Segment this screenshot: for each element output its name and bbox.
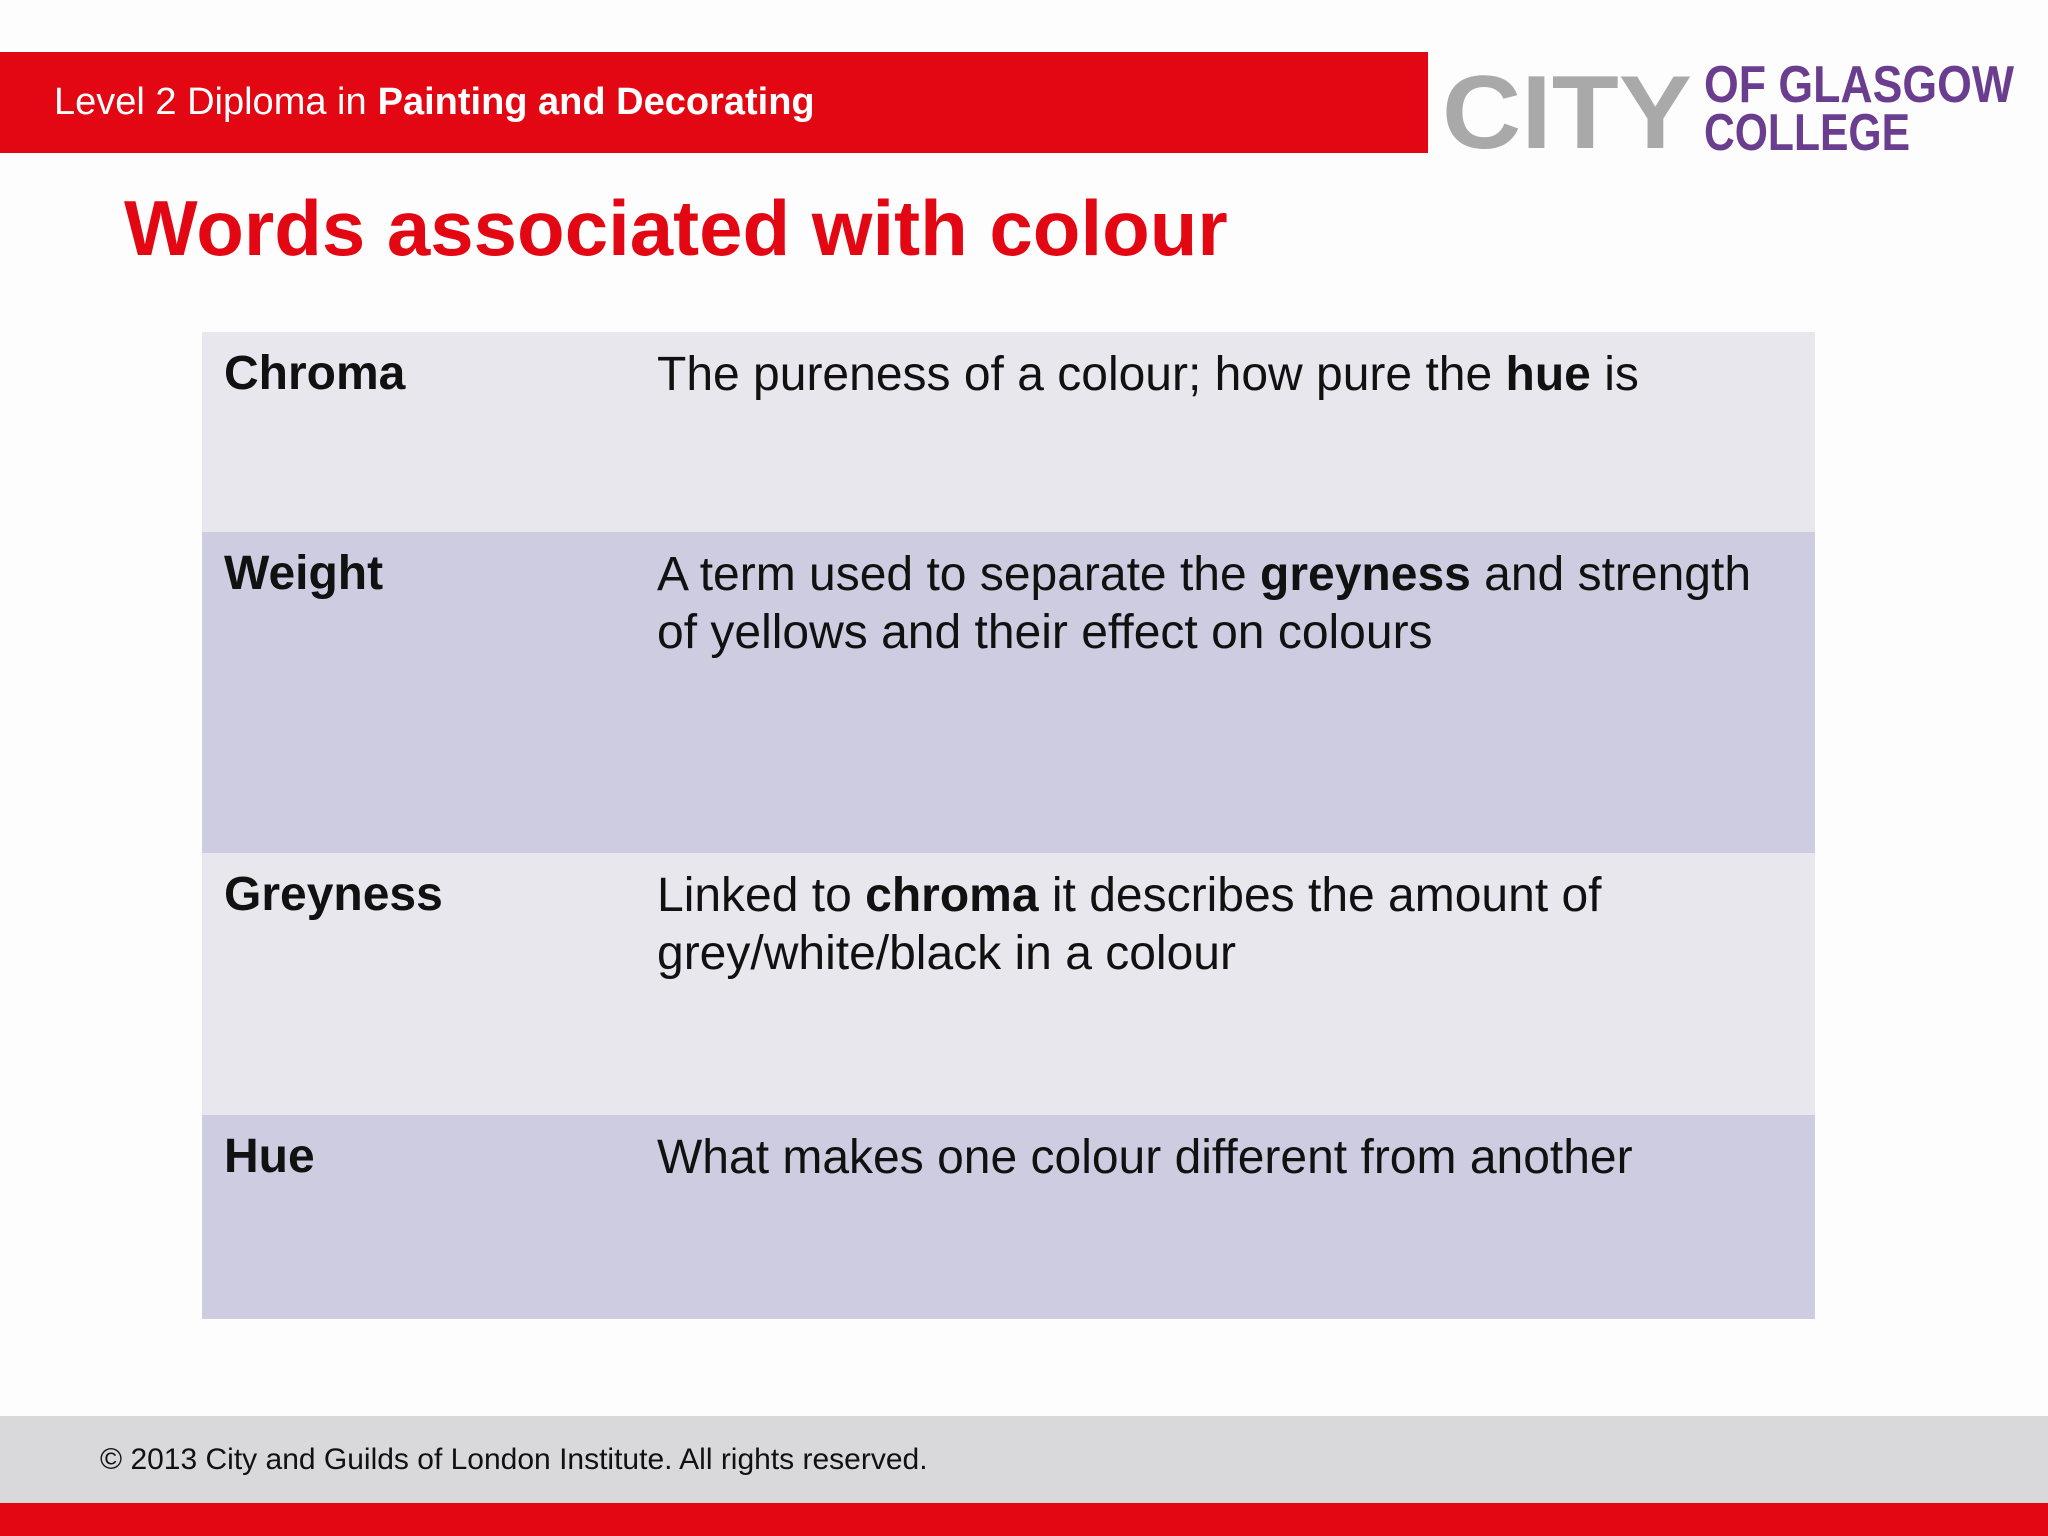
logo-city: CITY — [1442, 55, 1692, 171]
glossary-definition: The pureness of a colour; how pure the hue is — [657, 348, 1639, 401]
glossary-row — [202, 532, 1815, 853]
course-prefix: Level 2 Diploma in — [54, 81, 367, 123]
glossary-term: Chroma — [224, 347, 406, 400]
glossary-definition: Linked to chroma it describes the amount of grey/white/black in a colour — [657, 869, 1602, 980]
bottom-stripe — [0, 1503, 2048, 1536]
header-bar — [0, 52, 1428, 153]
glossary-definition: A term used to separate the greyness and strength of yellows and their effect on colours — [657, 548, 1752, 659]
glossary-row — [202, 853, 1815, 1115]
college-logo — [1440, 52, 2020, 171]
glossary-term: Hue — [224, 1130, 315, 1183]
glossary-term: Greyness — [224, 868, 443, 921]
logo-of-glasgow: OF GLASGOW — [1704, 56, 2015, 114]
course-name: Painting and Decorating — [377, 81, 815, 123]
page-title: Words associated with colour — [124, 184, 1228, 272]
footer-bar — [0, 1416, 2048, 1503]
logo-college: COLLEGE — [1704, 104, 1910, 162]
glossary-row — [202, 1115, 1815, 1319]
course-title — [54, 52, 815, 153]
glossary-definition: What makes one colour different from another — [657, 1131, 1633, 1184]
copyright-notice: © 2013 City and Guilds of London Institute. All rights reserved. — [100, 1442, 928, 1476]
glossary-table — [202, 332, 1815, 1319]
glossary-row — [202, 332, 1815, 532]
glossary-term: Weight — [224, 547, 384, 600]
